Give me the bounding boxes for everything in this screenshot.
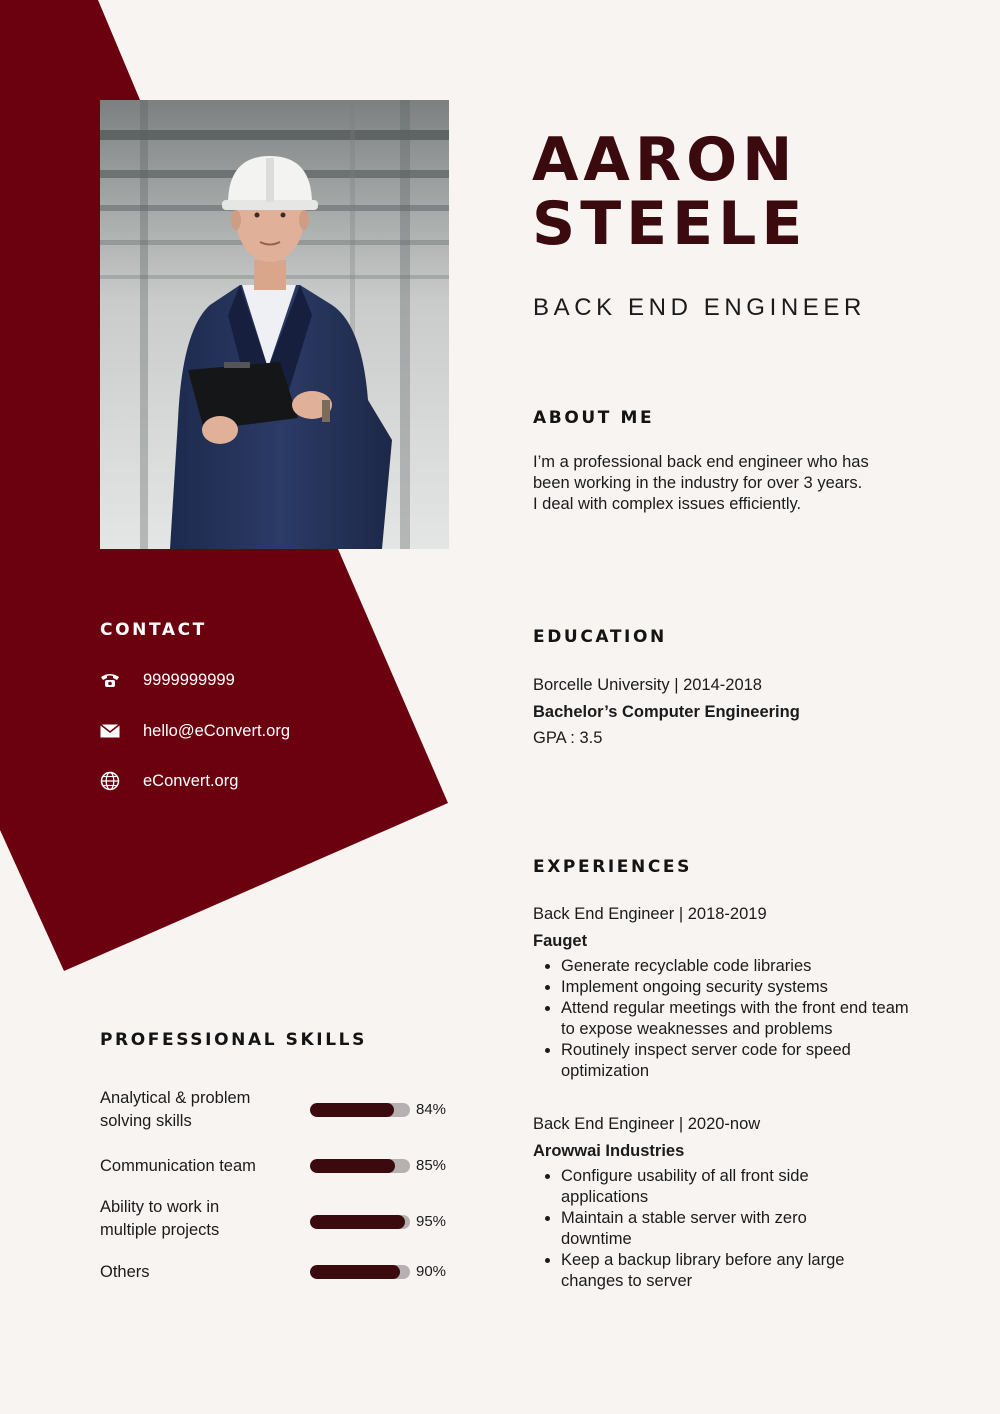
education-entry — [533, 672, 800, 752]
experience-bullet: • Attend regular meetings with the front end team to expose weaknesses and problems — [561, 998, 913, 1040]
globe-icon — [100, 771, 120, 791]
about-line: I’m a professional back end engineer who has — [533, 453, 869, 471]
experiences-heading: EXPERIENCES — [533, 857, 692, 877]
experience-bullet: • Maintain a stable server with zero downtime — [561, 1208, 881, 1250]
experience-bullet: • Configure usability of all front side applications — [561, 1166, 881, 1208]
first-name: AARON — [532, 125, 798, 195]
skill-label — [100, 1087, 300, 1133]
about-line: been working in the industry for over 3 years. — [533, 474, 863, 492]
skill-bar-fill — [310, 1103, 394, 1117]
last-name: STEELE — [532, 189, 808, 259]
contact-website — [100, 769, 238, 793]
skill-label-line: Analytical & problem — [100, 1089, 251, 1107]
experience-entry — [533, 1111, 913, 1292]
education-school: Borcelle University | 2014-2018 — [533, 676, 762, 694]
experience-bullet: • Keep a backup library before any large changes to server — [561, 1250, 881, 1292]
skill-label-line: Others — [100, 1263, 150, 1281]
skill-label-line: Ability to work in — [100, 1198, 220, 1216]
skill-bar-fill — [310, 1159, 395, 1173]
skill-bar — [310, 1103, 410, 1117]
skill-percent: 84% — [416, 1101, 447, 1118]
about-text — [533, 452, 869, 515]
skill-label-line: Communication team — [100, 1157, 256, 1175]
skill-label-line: solving skills — [100, 1112, 192, 1130]
education-gpa: GPA : 3.5 — [533, 729, 603, 747]
contact-email — [100, 719, 290, 743]
about-line: I deal with complex issues efficiently. — [533, 495, 802, 513]
skill-percent: 85% — [416, 1157, 447, 1174]
phone-icon — [100, 670, 120, 690]
experience-bullets — [533, 1166, 881, 1292]
skill-percent: 95% — [416, 1213, 447, 1230]
about-heading: ABOUT ME — [533, 408, 655, 428]
experience-title: Back End Engineer | 2018-2019 — [533, 905, 767, 923]
mail-icon — [100, 721, 120, 741]
experience-bullet: • Implement ongoing security systems — [561, 977, 913, 998]
experience-company: Fauget — [533, 931, 588, 950]
skill-percent: 90% — [416, 1263, 447, 1280]
experience-bullet: • Routinely inspect server code for speed optimization — [561, 1040, 913, 1082]
education-heading: EDUCATION — [533, 627, 667, 647]
experience-title: Back End Engineer | 2020-now — [533, 1115, 761, 1133]
profile-photo — [100, 100, 449, 549]
skill-bar — [310, 1265, 410, 1279]
job-title: BACK END ENGINEER — [533, 294, 866, 321]
skill-bar-fill — [310, 1265, 400, 1279]
skill-label-line: multiple projects — [100, 1221, 220, 1239]
education-degree: Bachelor’s Computer Engineering — [533, 702, 800, 721]
experience-bullet: • Generate recyclable code libraries — [561, 956, 913, 977]
skill-bar — [310, 1215, 410, 1229]
website-url[interactable]: eConvert.org — [143, 771, 239, 790]
phone-number[interactable]: 9999999999 — [143, 670, 235, 689]
experience-company: Arowwai Industries — [533, 1141, 685, 1160]
skill-label — [100, 1261, 300, 1284]
full-name — [532, 125, 808, 259]
experience-entry — [533, 901, 913, 1082]
contact-heading: CONTACT — [100, 620, 207, 640]
skills-heading: PROFESSIONAL SKILLS — [100, 1030, 367, 1050]
email-address[interactable]: hello@eConvert.org — [143, 721, 290, 740]
skill-label — [100, 1196, 300, 1242]
experience-bullets — [533, 956, 913, 1082]
contact-phone — [100, 668, 235, 692]
skill-bar — [310, 1159, 410, 1173]
skill-bar-fill — [310, 1215, 405, 1229]
skill-label — [100, 1155, 300, 1178]
